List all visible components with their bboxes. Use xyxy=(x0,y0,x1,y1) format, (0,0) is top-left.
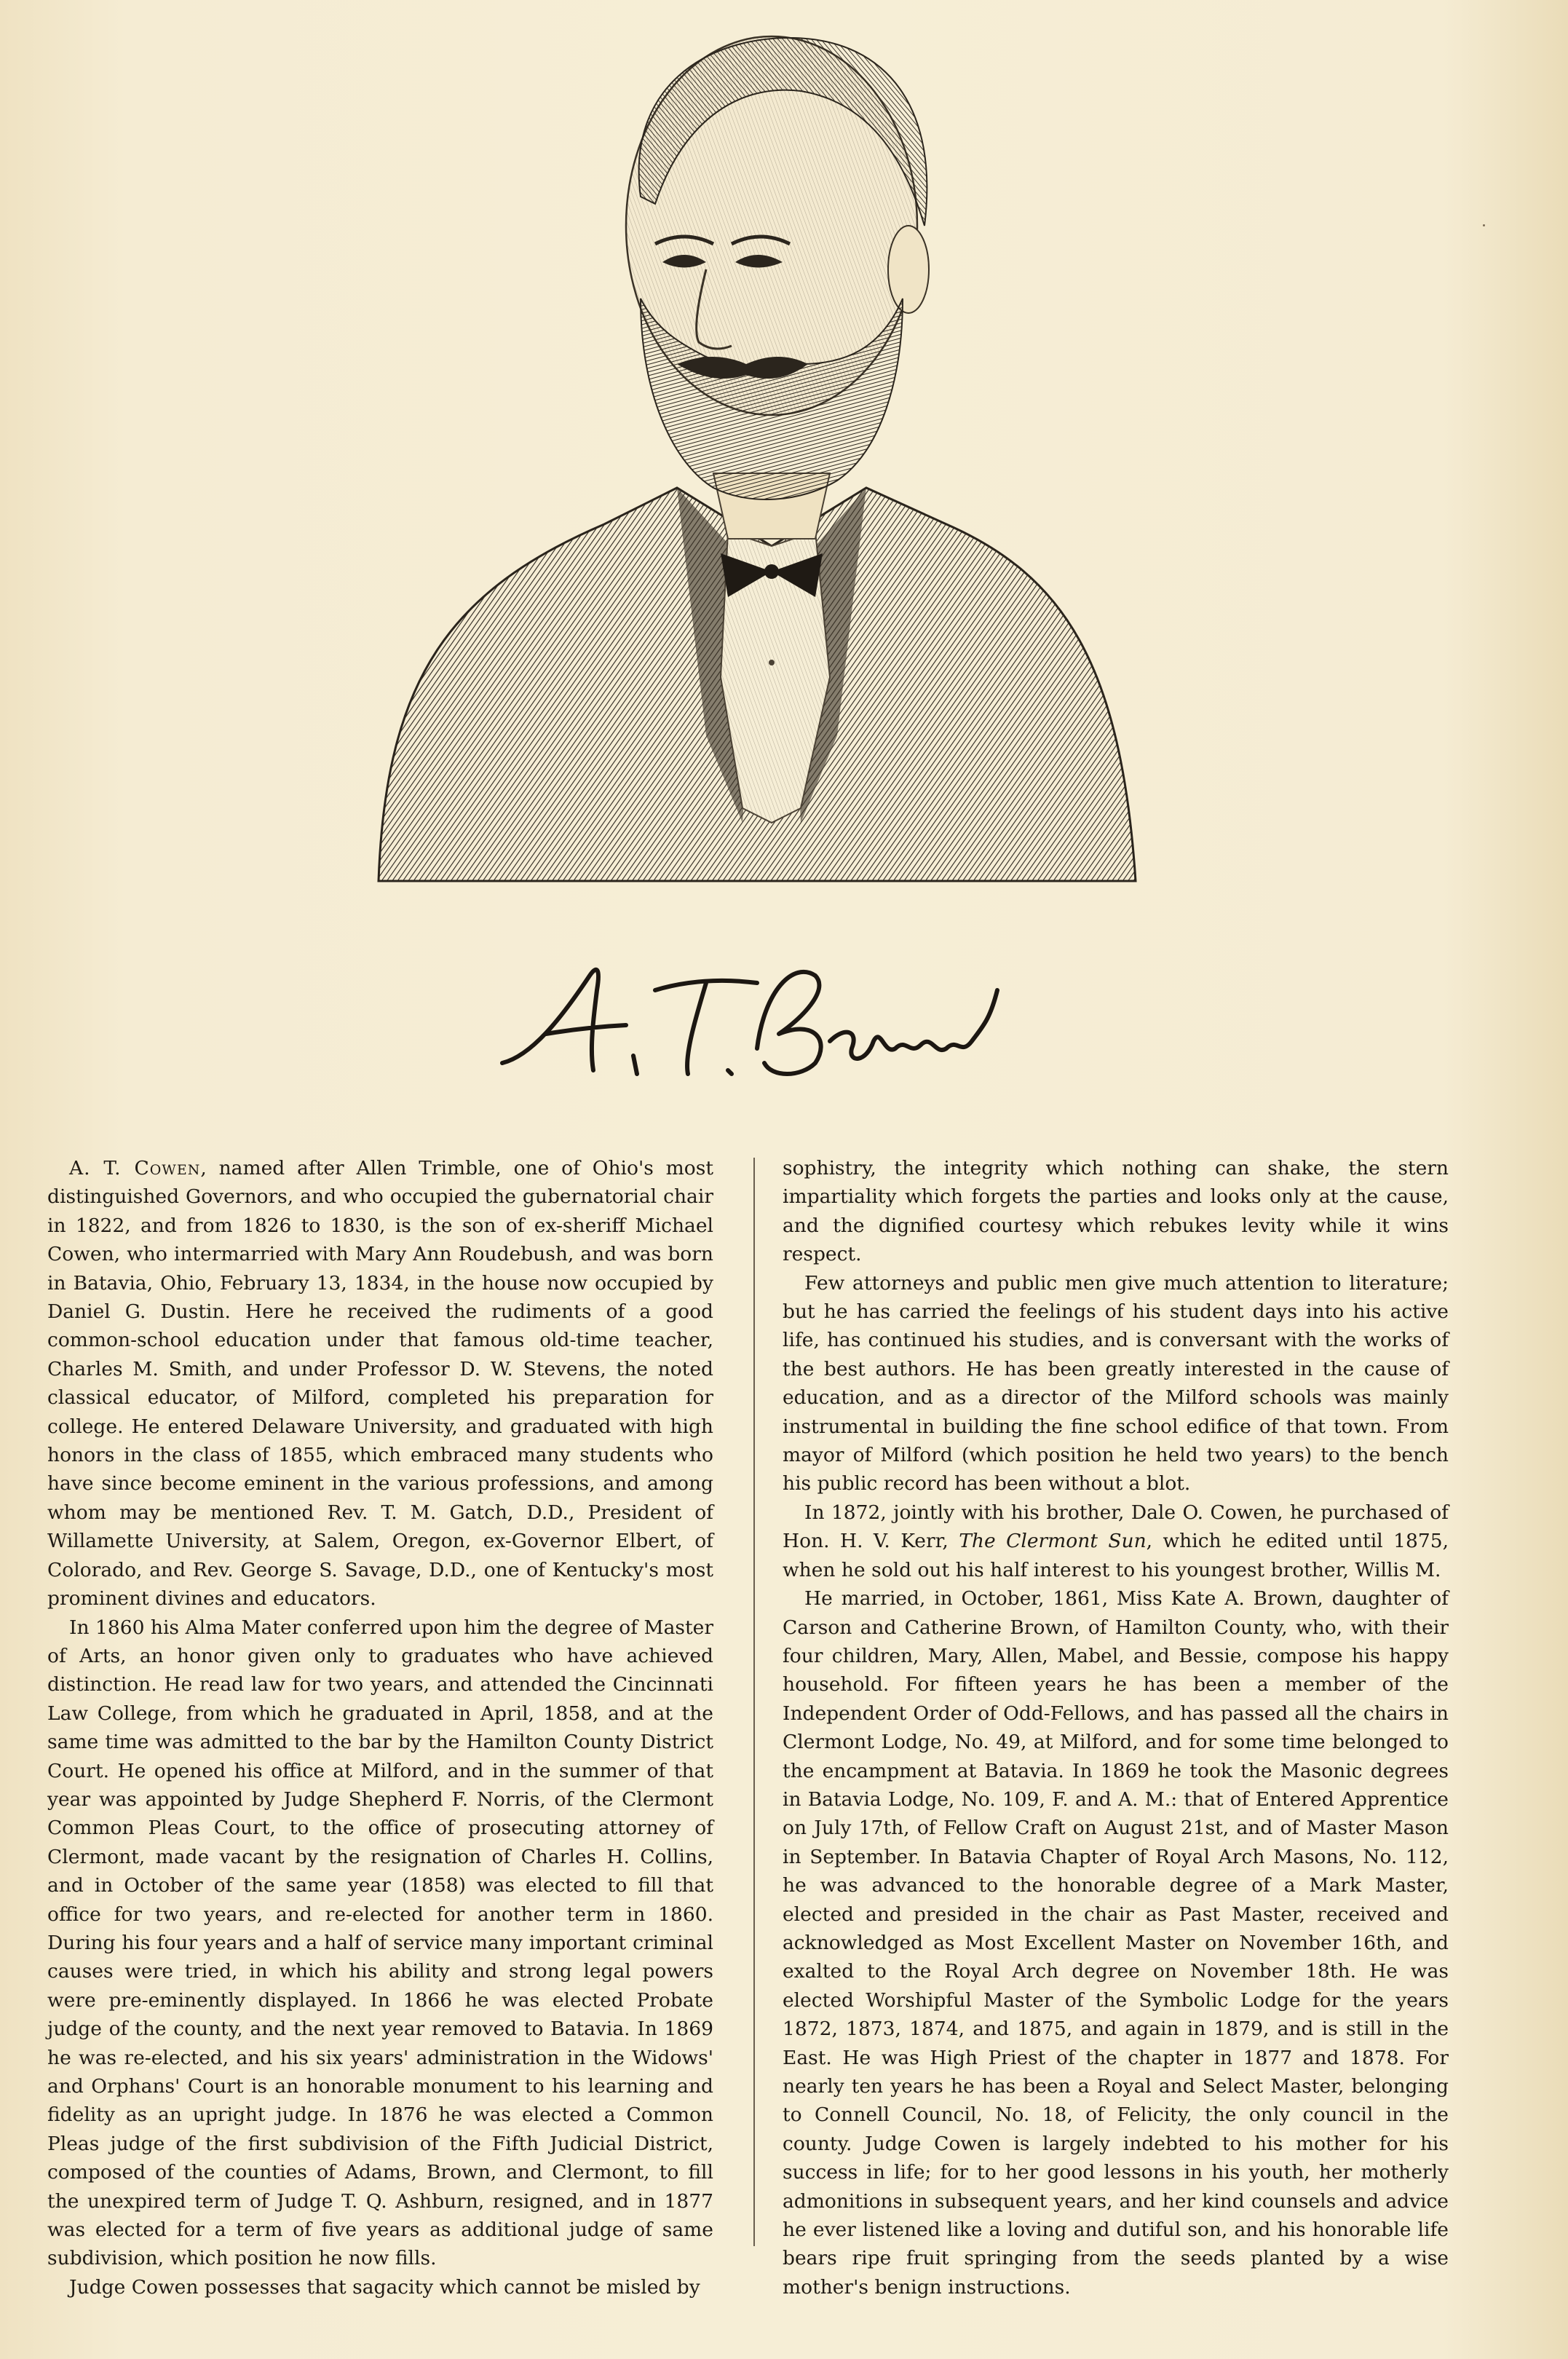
paragraph xyxy=(47,1154,713,1613)
paragraph: Judge Cowen possesses that sagacity which cannot be misled by xyxy=(69,2275,700,2299)
signature xyxy=(488,947,1012,1092)
paragraph-text: In 1872, jointly with his brother, Dale O. Cowen, he purchased of Hon. H. V. Kerr, xyxy=(783,1501,1449,1553)
paragraph: He married, in October, 1861, Miss Kate A. Brown, daughter of Carson and Catherine Brown, of Hamilton County, who, with their four children, Mary, Allen, Mabel, and Bessie, compose his happy household. For fifteen years he has been a member of the Independent Order of Odd-Fellows, and has passed all the chairs in Clermont Lodge, No. 49, at Milford, and for some time belonged to the encampment at Batavia. In 1869 he took the Masonic degrees in Batavia Lodge, No. 109, F. and A. M.: that of Entered Apprentice on July 17th, of Fellow Craft on August 21st, and of Master Mason in September. In Batavia Chapter of Royal Arch Masons, No. 112, he was advanced to the honorable degree of a Mark Master, elected and presided in the chair as Past Master, received and acknowledged as Most Excellent Master on November 16th, and exalted to the Royal Arch degree on November 18th. He was elected Worshipful Master of the Symbolic Lodge for the years 1872, 1873, 1874, and 1875, and again in 1879, and is still in the East. He was High Priest of the chapter in 1877 and 1878. For nearly ten years he has been a Royal and Select Master, belonging to Connell Council, No. 18, of Felicity, the only council in the county. Judge Cowen is largely indebted to his mother for his success in life; for to her good lessons in his youth, her motherly admonitions in subsequent years, and her kind counsels and advice he ever listened like a loving and dutiful son, and his honorable life bears ripe fruit springing from the seeds planted by a wise mother's benign instructions. xyxy=(783,1587,1449,2299)
left-column xyxy=(47,1154,713,2301)
right-column xyxy=(783,1154,1449,2301)
portrait-engraving xyxy=(364,22,1165,903)
subject-name: A. T. Cowen xyxy=(69,1157,201,1180)
newspaper-title: The Clermont Sun xyxy=(959,1530,1147,1553)
paragraph-text: , which he edited until 1875, when he sold out his half interest to his youngest brother, Willis M. xyxy=(783,1530,1449,1581)
paragraph xyxy=(783,1498,1449,1584)
paragraph: Few attorneys and public men give much attention to literature; but he has carried the feelings of his student days into his active life, has continued his studies, and is conversant with the works of the best authors. He has been greatly interested in the cause of education, and as a director of the Milford schools was mainly instrumental in building the fine school edifice of that town. From mayor of Milford (which position he held two years) to the bench his public record has been without a blot. xyxy=(783,1271,1449,1495)
paragraph: In 1860 his Alma Mater conferred upon him the degree of Master of Arts, an honor given only to graduates who have achieved distinction. He read law for two years, and attended the Cincinnati Law College, from which he graduated in April, 1858, and at the same time was admitted to the bar by the Hamilton County District Court. He opened his office at Milford, and in the summer of that year was appointed by Judge Shepherd F. Norris, of the Clermont Common Pleas Court, to the office of prosecuting attorney of Clermont, made vacant by the resignation of Charles H. Collins, and in October of the same year (1858) was elected to fill that office for two years, and re-elected for another term in 1860. During his four years and a half of service many important criminal causes were tried, in which his ability and strong legal powers were pre-eminently displayed. In 1866 he was elected Probate judge of the county, and the next year removed to Batavia. In 1869 he was re-elected, and his six years' administration in the Widows' and Orphans' Court is an honorable monument to his learning and fidelity as an upright judge. In 1876 he was elected a Common Pleas judge of the first subdivision of the Fifth Judicial District, composed of the counties of Adams, Brown, and Clermont, to fill the unexpired term of Judge T. Q. Ashburn, resigned, and in 1877 was elected for a term of five years as additional judge of same subdivision, which position he now fills. xyxy=(47,1616,713,2270)
paragraph: sophistry, the integrity which nothing can shake, the stern impartiality which forgets the parties and looks only at the cause, and the dignified courtesy which rebukes levity while it wins respect. xyxy=(783,1157,1449,1266)
paper-speck xyxy=(1483,224,1485,226)
paragraph-text: , named after Allen Trimble, one of Ohio's most distinguished Governors, and who occupied the gubernatorial chair in 1822, and from 1826 to 1830, is the son of ex-sheriff Michael Cowen, who intermarried with Mary Ann Roudebush, and was born in Batavia, Ohio, February 13, 1834, in the house now occupied by Daniel G. Dustin. Here he received the rudiments of a good common-school education under that famous old-time teacher, Charles M. Smith, and under Professor D. W. Stevens, the noted classical educator, of Milford, completed his preparation for college. He entered Delaware University, and graduated with high honors in the class of 1855, which embraced many students who have since become eminent in the various professions, and among whom may be mentioned Rev. T. M. Gatch, D.D., President of Willamette University, at Salem, Oregon, ex-Governor Elbert, of Colorado, and Rev. George S. Savage, D.D., one of Kentucky's most prominent divines and educators. xyxy=(47,1157,714,1611)
column-divider xyxy=(753,1158,755,2246)
